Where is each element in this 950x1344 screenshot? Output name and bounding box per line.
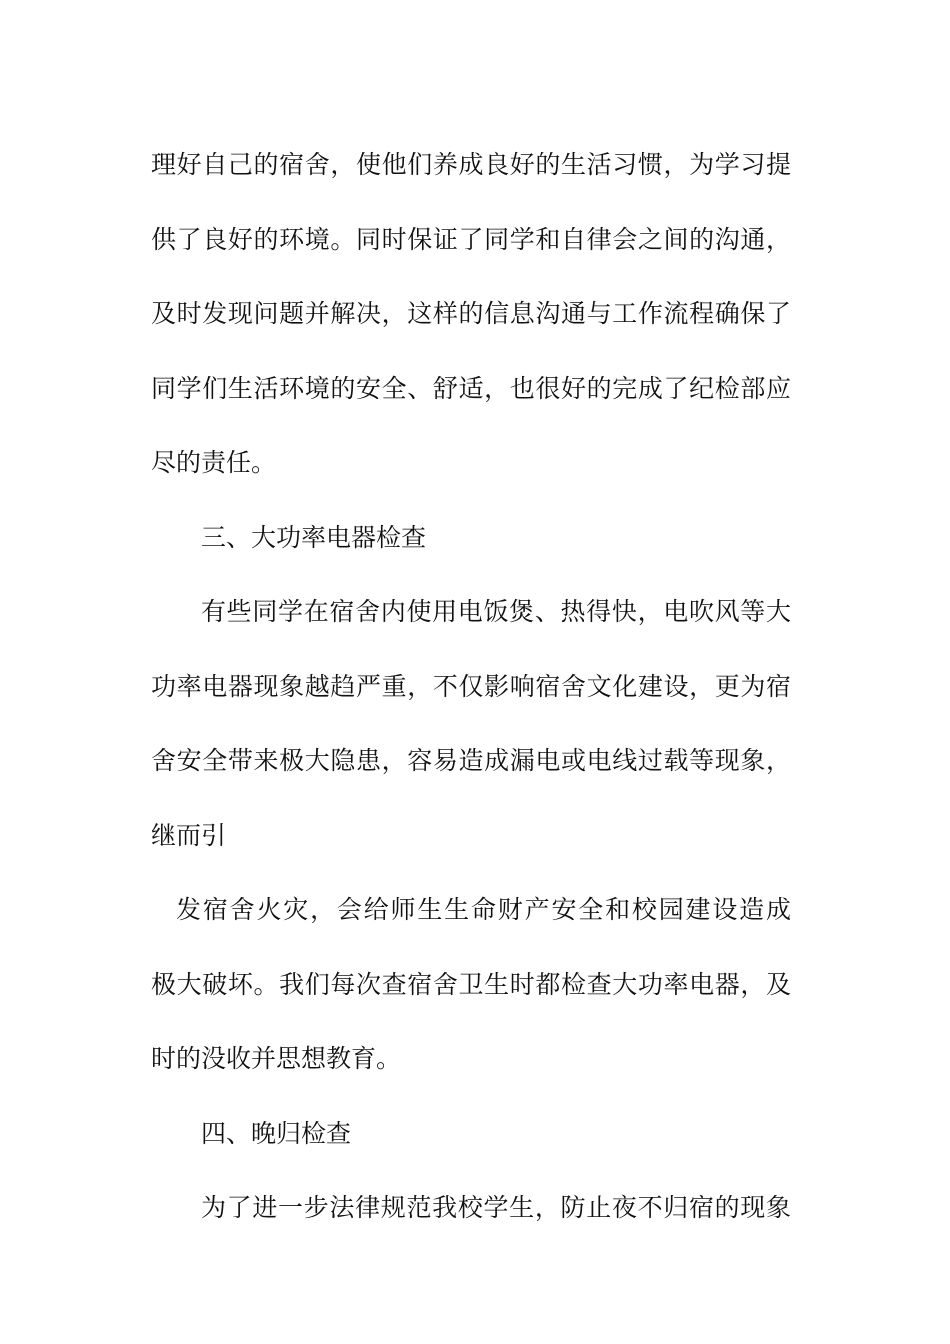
paragraph-fire-hazard (151, 873, 791, 1097)
text-line: 及时发现问题并解决，这样的信息沟通与工作流程确保了 (151, 299, 791, 328)
section-heading-late-return-check (151, 1097, 791, 1172)
text-line: 同学们生活环境的安全、舒适，也很好的完成了纪检部应 (151, 373, 791, 403)
text-line: 尽的责任。 (151, 448, 277, 477)
document-body (151, 128, 791, 1246)
paragraph-late-return (151, 1171, 791, 1246)
section-heading-appliance-check (151, 501, 791, 576)
text-line: 为了进一步法律规范我校学生，防止夜不归宿的现象 (201, 1193, 791, 1222)
paragraph-appliance-risk (151, 575, 791, 873)
paragraph-dorm-habits (151, 128, 791, 501)
text-line: 功率电器现象越趋严重，不仅影响宿舍文化建设，更为宿 (151, 671, 791, 701)
text-line: 时的没收并思想教育。 (151, 1044, 402, 1073)
text-line: 舍安全带来极大隐患，容易造成漏电或电线过载等现象， (151, 746, 791, 775)
text-line: 发宿舍火灾，会给师生生命财产安全和校园建设造成 (176, 895, 791, 924)
text-line: 理好自己的宿舍，使他们养成良好的生活习惯，为学习提 (151, 150, 791, 179)
text-line: 继而引 (151, 820, 227, 850)
text-line: 有些同学在宿舍内使用电饭煲、热得快，电吹风等大 (201, 597, 791, 626)
text-line: 极大破坏。我们每次查宿舍卫生时都检查大功率电器，及 (151, 969, 791, 999)
text-line: 供了良好的环境。同时保证了同学和自律会之间的沟通， (151, 224, 791, 254)
heading-text: 三、大功率电器检查 (201, 522, 427, 552)
heading-text: 四、晚归检查 (201, 1118, 352, 1148)
